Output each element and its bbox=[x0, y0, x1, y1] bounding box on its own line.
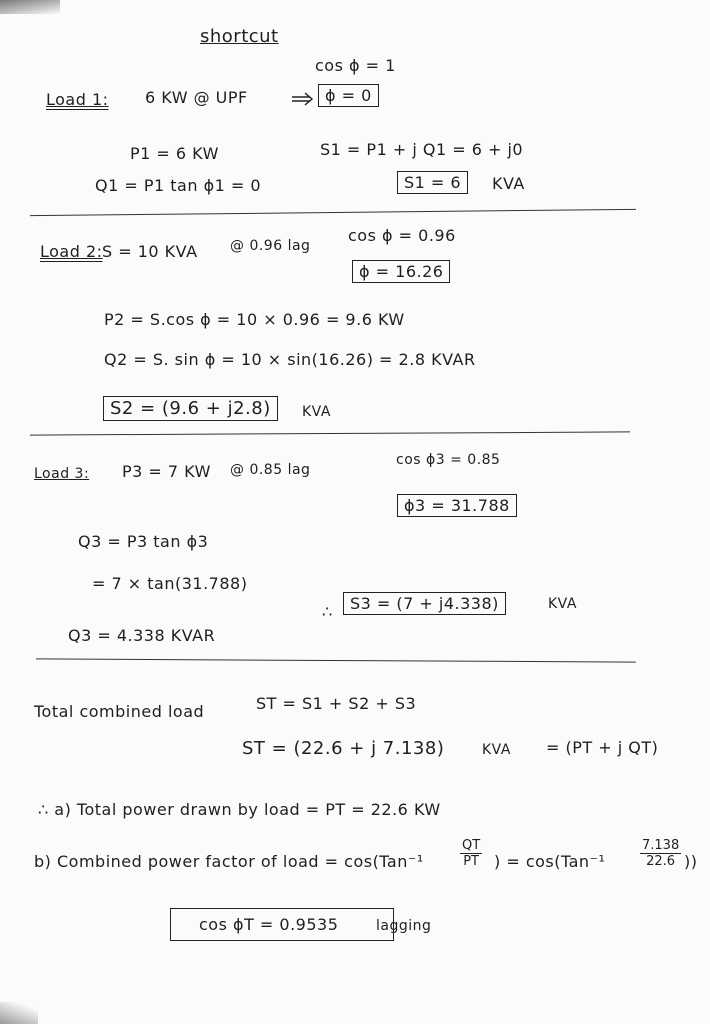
implies-arrow-icon bbox=[290, 92, 316, 106]
load2-p: P2 = S.cos ϕ = 10 × 0.96 = 9.6 KW bbox=[104, 310, 405, 329]
load1-s-expr: S1 = P1 + j Q1 = 6 + j0 bbox=[320, 140, 524, 159]
load2-spec: S = 10 KVA bbox=[102, 242, 198, 261]
load2-cos: cos ϕ = 0.96 bbox=[348, 226, 456, 245]
fraction-pt: PT bbox=[463, 854, 479, 869]
load2-q: Q2 = S. sin ϕ = 10 × sin(16.26) = 2.8 KVAR bbox=[104, 350, 476, 369]
page-corner-shadow bbox=[0, 0, 60, 14]
part-b-close: )) bbox=[684, 852, 698, 871]
load2-unit: KVA bbox=[302, 404, 331, 420]
load1-phi-box: ϕ = 0 bbox=[318, 84, 379, 107]
load3-s-box: S3 = (7 + j4.338) bbox=[343, 592, 506, 615]
total-label: Total combined load bbox=[34, 702, 205, 721]
load3-label: Load 3: bbox=[34, 466, 90, 482]
fraction-values bbox=[640, 838, 681, 869]
load3-p: P3 = 7 KW bbox=[122, 462, 211, 481]
load3-pf: @ 0.85 lag bbox=[230, 462, 311, 478]
fraction-denominator: 22.6 bbox=[646, 854, 676, 869]
result-box bbox=[170, 908, 394, 941]
fraction-qt: QT bbox=[462, 838, 481, 853]
load2-phi-box: ϕ = 16.26 bbox=[352, 260, 450, 283]
load2-s-box: S2 = (9.6 + j2.8) bbox=[103, 396, 278, 421]
result-value: cos ϕT = 0.9535 bbox=[199, 915, 339, 934]
total-st-expr: ST = S1 + S2 + S3 bbox=[256, 694, 417, 713]
fraction-qt-pt bbox=[460, 838, 482, 869]
load1-unit: KVA bbox=[492, 174, 525, 193]
fraction-numerator: 7.138 bbox=[642, 838, 680, 853]
load3-q-calc: = 7 × tan(31.788) bbox=[92, 574, 248, 593]
total-st-value: ST = (22.6 + j 7.138) bbox=[242, 738, 445, 759]
load1-label: Load 1: bbox=[46, 90, 109, 109]
load3-therefore: ∴ bbox=[322, 602, 333, 621]
page-title: shortcut bbox=[200, 26, 279, 47]
load3-q-result: Q3 = 4.338 KVAR bbox=[68, 626, 216, 645]
load1-spec: 6 KW @ UPF bbox=[145, 88, 248, 107]
part-b-mid: ) = cos(Tan⁻¹ bbox=[494, 852, 606, 871]
load3-phi-box: ϕ3 = 31.788 bbox=[397, 494, 517, 517]
load2-label: Load 2: bbox=[40, 242, 103, 261]
part-a: ∴ a) Total power drawn by load = PT = 22.6 KW bbox=[38, 800, 441, 819]
total-st-form: = (PT + j QT) bbox=[546, 738, 659, 757]
load2-pf: @ 0.96 lag bbox=[230, 238, 311, 254]
load3-q-formula: Q3 = P3 tan ϕ3 bbox=[78, 532, 209, 551]
divider-3 bbox=[36, 658, 636, 662]
load3-cos: cos ϕ3 = 0.85 bbox=[396, 452, 501, 468]
divider-2 bbox=[30, 431, 630, 435]
load1-q: Q1 = P1 tan ϕ1 = 0 bbox=[95, 176, 262, 195]
load1-s-box: S1 = 6 bbox=[397, 171, 468, 194]
load3-unit: KVA bbox=[548, 596, 577, 612]
page-corner-shadow-bottom bbox=[0, 1002, 38, 1024]
load1-cos: cos ϕ = 1 bbox=[315, 56, 396, 75]
part-b-prefix: b) Combined power factor of load = cos(Tan⁻¹ bbox=[34, 852, 424, 871]
divider-1 bbox=[30, 209, 636, 216]
load1-p: P1 = 6 KW bbox=[130, 144, 219, 163]
total-unit: KVA bbox=[482, 742, 511, 758]
result-tag: lagging bbox=[376, 918, 432, 934]
